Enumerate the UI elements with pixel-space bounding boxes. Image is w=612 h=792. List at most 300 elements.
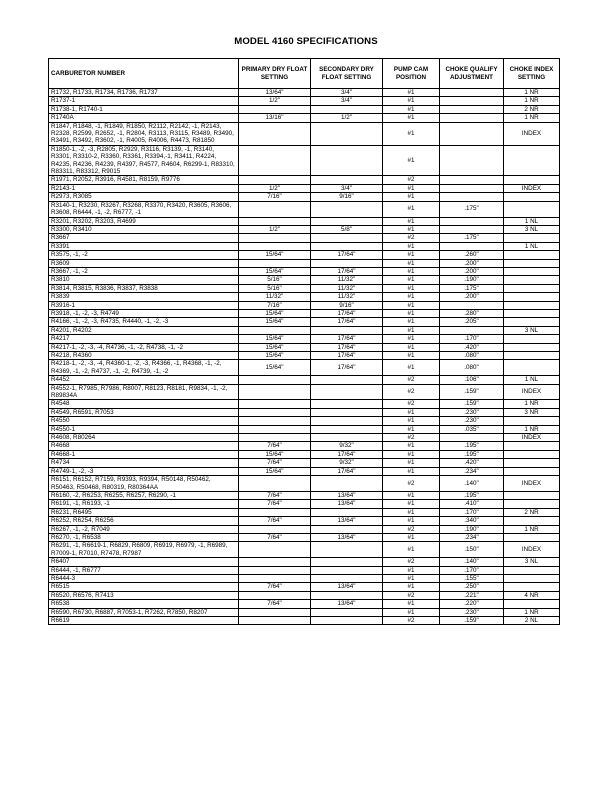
cell-pump-cam: #1	[383, 352, 440, 360]
header-primary-dry-float: PRIMARY DRY FLOAT SETTING	[239, 59, 311, 89]
table-row	[49, 376, 560, 384]
cell-choke-qualify	[440, 114, 504, 122]
cell-secondary-float: 9/16"	[311, 193, 383, 201]
cell-carburetor-number: R3667	[49, 234, 239, 242]
cell-secondary-float: 11/32"	[311, 276, 383, 284]
table-row	[49, 114, 560, 122]
header-carburetor-number: CARBURETOR NUMBER	[49, 59, 239, 89]
cell-pump-cam: #1	[383, 201, 440, 217]
table-row	[49, 476, 560, 492]
table-row	[49, 267, 560, 275]
cell-pump-cam: #1	[383, 267, 440, 275]
cell-choke-qualify: .155"	[440, 574, 504, 582]
cell-pump-cam: #1	[383, 284, 440, 292]
cell-secondary-float: 5/8"	[311, 225, 383, 233]
cell-pump-cam: #2	[383, 400, 440, 408]
cell-choke-qualify: .200"	[440, 259, 504, 267]
cell-choke-index: 2 NR	[504, 508, 560, 516]
cell-primary-float	[239, 566, 311, 574]
cell-pump-cam: #1	[383, 89, 440, 97]
cell-secondary-float: 17/64"	[311, 335, 383, 343]
cell-choke-index	[504, 574, 560, 582]
cell-choke-index: 1 NR	[504, 425, 560, 433]
cell-choke-index: 1 NR	[504, 608, 560, 616]
table-row	[49, 574, 560, 582]
cell-choke-qualify: .230"	[440, 408, 504, 416]
cell-choke-qualify: .205"	[440, 318, 504, 326]
cell-pump-cam: #2	[383, 525, 440, 533]
cell-primary-float: 7/64"	[239, 459, 311, 467]
cell-choke-index	[504, 417, 560, 425]
cell-choke-index: INDEX	[504, 434, 560, 442]
cell-choke-index	[504, 491, 560, 499]
cell-choke-index	[504, 276, 560, 284]
cell-pump-cam: #1	[383, 184, 440, 192]
header-choke-qualify: CHOKE QUALIFY ADJUSTMENT	[440, 59, 504, 89]
cell-choke-qualify	[440, 217, 504, 225]
cell-choke-index: INDEX	[504, 476, 560, 492]
cell-choke-index	[504, 352, 560, 360]
cell-carburetor-number: R6444, -1, R6777	[49, 566, 239, 574]
cell-choke-index: 2 NR	[504, 105, 560, 113]
cell-choke-qualify: .234"	[440, 533, 504, 541]
cell-secondary-float: 13/64"	[311, 500, 383, 508]
cell-primary-float: 5/16"	[239, 276, 311, 284]
cell-pump-cam: #1	[383, 417, 440, 425]
cell-choke-index: INDEX	[504, 384, 560, 400]
cell-choke-qualify	[440, 105, 504, 113]
cell-choke-index	[504, 459, 560, 467]
cell-secondary-float	[311, 608, 383, 616]
cell-secondary-float: 17/64"	[311, 267, 383, 275]
cell-primary-float	[239, 376, 311, 384]
cell-pump-cam: #2	[383, 558, 440, 566]
table-row	[49, 467, 560, 475]
cell-carburetor-number: R4552-1, R7985, R7986, R8007, R8123, R8181, R9834, -1, -2, R89834A	[49, 384, 239, 400]
cell-pump-cam: #1	[383, 566, 440, 574]
cell-choke-qualify: .200"	[440, 293, 504, 301]
cell-primary-float	[239, 242, 311, 250]
cell-primary-float	[239, 384, 311, 400]
cell-primary-float	[239, 591, 311, 599]
cell-carburetor-number: R6444-3	[49, 574, 239, 582]
cell-pump-cam: #1	[383, 360, 440, 376]
cell-choke-index	[504, 442, 560, 450]
cell-choke-index: 1 NL	[504, 242, 560, 250]
cell-choke-qualify	[440, 184, 504, 192]
table-row	[49, 525, 560, 533]
cell-choke-qualify: .230"	[440, 417, 504, 425]
table-row	[49, 500, 560, 508]
cell-pump-cam: #1	[383, 450, 440, 458]
cell-carburetor-number: R1850-1, -2, -3, R2805, R2929, R3116, R3139, -1, R3140, R3301, R3310-2, R3360, R3361, R3394,-1, R3411, R4224, R4235, R4236, R4239, R4397, R4577, R4604, R6299-1, R83310, R83311, R83312, R9015	[49, 145, 239, 176]
cell-carburetor-number: R6291, -1, R6619-1, R6829, R6809, R6919, R6979, -1, R6989, R7009-1, R7010, R7478, R7987	[49, 542, 239, 558]
cell-secondary-float: 17/64"	[311, 343, 383, 351]
cell-secondary-float	[311, 476, 383, 492]
cell-pump-cam: #1	[383, 301, 440, 309]
cell-secondary-float	[311, 617, 383, 625]
cell-carburetor-number: R3918, -1, -2, -3, R4749	[49, 309, 239, 317]
cell-choke-qualify: .170"	[440, 508, 504, 516]
cell-pump-cam: #1	[383, 491, 440, 499]
cell-carburetor-number: R4217	[49, 335, 239, 343]
cell-carburetor-number: R4218-1, -2, -3, -4, R4360-1, -2, -3, R4366, -1, R4368, -1, -2, R4369, -1, -2, R4737, -1, -2, R4739, -1, -2	[49, 360, 239, 376]
cell-secondary-float: 1/2"	[311, 114, 383, 122]
cell-carburetor-number: R6590, R6730, R6887, R7053-1, R7262, R7850, R8207	[49, 608, 239, 616]
table-row	[49, 617, 560, 625]
specifications-table	[48, 58, 560, 625]
cell-secondary-float: 9/32"	[311, 442, 383, 450]
table-row	[49, 301, 560, 309]
cell-carburetor-number: R6160, -2, R6253, R6255, R6257, R6290, -1	[49, 491, 239, 499]
cell-choke-qualify: .175"	[440, 284, 504, 292]
cell-secondary-float: 17/64"	[311, 318, 383, 326]
cell-primary-float: 15/64"	[239, 467, 311, 475]
cell-choke-index	[504, 201, 560, 217]
cell-secondary-float: 9/32"	[311, 459, 383, 467]
cell-primary-float	[239, 417, 311, 425]
cell-primary-float: 15/64"	[239, 267, 311, 275]
cell-pump-cam: #2	[383, 176, 440, 184]
cell-choke-qualify: .170"	[440, 566, 504, 574]
cell-choke-qualify: .420"	[440, 459, 504, 467]
cell-carburetor-number: R4549, R6591, R7053	[49, 408, 239, 416]
cell-carburetor-number: R4608, R80264	[49, 434, 239, 442]
cell-carburetor-number: R2973, R3085	[49, 193, 239, 201]
cell-pump-cam: #1	[383, 500, 440, 508]
cell-secondary-float	[311, 508, 383, 516]
cell-primary-float: 7/64"	[239, 583, 311, 591]
cell-secondary-float	[311, 566, 383, 574]
cell-primary-float: 13/64"	[239, 89, 311, 97]
cell-choke-index	[504, 335, 560, 343]
cell-choke-qualify: .420"	[440, 343, 504, 351]
cell-primary-float: 15/64"	[239, 309, 311, 317]
cell-carburetor-number: R1847, R1848, -1, R1849, R1850, R2112, R2142, -1, R2143, R2328, R2599, R2652, -1, R2804, R3113, R3115, R3489, R3490, R3491, R3492, R3602, -1, R4005, R4006, R4473, R81850	[49, 122, 239, 145]
cell-choke-qualify	[440, 145, 504, 176]
cell-secondary-float: 11/32"	[311, 293, 383, 301]
cell-choke-qualify: .195"	[440, 450, 504, 458]
table-row	[49, 434, 560, 442]
table-row	[49, 533, 560, 541]
cell-secondary-float: 17/64"	[311, 309, 383, 317]
cell-pump-cam: #1	[383, 293, 440, 301]
cell-choke-qualify: .195"	[440, 442, 504, 450]
table-row	[49, 600, 560, 608]
cell-choke-index	[504, 309, 560, 317]
cell-primary-float	[239, 434, 311, 442]
cell-choke-qualify: .140"	[440, 476, 504, 492]
cell-choke-index	[504, 533, 560, 541]
cell-choke-qualify	[440, 242, 504, 250]
cell-choke-qualify: .106"	[440, 376, 504, 384]
cell-choke-qualify: .159"	[440, 617, 504, 625]
table-row	[49, 384, 560, 400]
cell-carburetor-number: R6191, -1, R6193, -1	[49, 500, 239, 508]
cell-choke-qualify	[440, 193, 504, 201]
cell-secondary-float	[311, 574, 383, 582]
cell-carburetor-number: R3916-1	[49, 301, 239, 309]
cell-secondary-float: 17/64"	[311, 450, 383, 458]
cell-choke-index	[504, 517, 560, 525]
cell-carburetor-number: R4550-1	[49, 425, 239, 433]
cell-secondary-float	[311, 434, 383, 442]
cell-primary-float: 7/64"	[239, 533, 311, 541]
cell-primary-float	[239, 508, 311, 516]
cell-pump-cam: #1	[383, 608, 440, 616]
cell-choke-index	[504, 193, 560, 201]
cell-pump-cam: #1	[383, 335, 440, 343]
cell-pump-cam: #1	[383, 122, 440, 145]
table-row	[49, 193, 560, 201]
cell-choke-index	[504, 176, 560, 184]
cell-choke-qualify	[440, 434, 504, 442]
cell-carburetor-number: R3300, R3410	[49, 225, 239, 233]
cell-carburetor-number: R4452	[49, 376, 239, 384]
header-pump-cam-position: PUMP CAM POSITION	[383, 59, 440, 89]
cell-primary-float	[239, 326, 311, 334]
table-row	[49, 608, 560, 616]
cell-pump-cam: #1	[383, 259, 440, 267]
cell-choke-qualify: .221"	[440, 591, 504, 599]
cell-carburetor-number: R3814, R3815, R3836, R3837, R3838	[49, 284, 239, 292]
table-row	[49, 225, 560, 233]
cell-choke-qualify: .170"	[440, 335, 504, 343]
cell-secondary-float	[311, 525, 383, 533]
table-row	[49, 508, 560, 516]
cell-secondary-float: 13/64"	[311, 491, 383, 499]
cell-choke-qualify	[440, 97, 504, 105]
cell-primary-float	[239, 525, 311, 533]
cell-primary-float: 15/64"	[239, 360, 311, 376]
cell-choke-qualify: .035"	[440, 425, 504, 433]
cell-pump-cam: #1	[383, 574, 440, 582]
cell-primary-float	[239, 145, 311, 176]
cell-pump-cam: #1	[383, 145, 440, 176]
cell-choke-index: 4 NR	[504, 591, 560, 599]
cell-pump-cam: #1	[383, 533, 440, 541]
cell-secondary-float	[311, 542, 383, 558]
cell-carburetor-number: R6151, R6152, R7159, R9393, R9394, R50148, R50462, R50463, R50468, R80319, R80364AA	[49, 476, 239, 492]
cell-secondary-float	[311, 558, 383, 566]
cell-primary-float	[239, 558, 311, 566]
table-row	[49, 318, 560, 326]
cell-carburetor-number: R1737-1	[49, 97, 239, 105]
table-row	[49, 335, 560, 343]
cell-secondary-float: 9/16"	[311, 301, 383, 309]
cell-carburetor-number: R1732, R1733, R1734, R1736, R1737	[49, 89, 239, 97]
cell-primary-float: 15/64"	[239, 335, 311, 343]
cell-primary-float	[239, 425, 311, 433]
cell-primary-float: 13/16"	[239, 114, 311, 122]
cell-secondary-float	[311, 591, 383, 599]
cell-choke-qualify: .260"	[440, 251, 504, 259]
cell-choke-qualify: .159"	[440, 384, 504, 400]
cell-primary-float: 11/32"	[239, 293, 311, 301]
table-row	[49, 145, 560, 176]
cell-pump-cam: #1	[383, 251, 440, 259]
cell-pump-cam: #2	[383, 434, 440, 442]
cell-carburetor-number: R4201, R4202	[49, 326, 239, 334]
table-row	[49, 176, 560, 184]
table-row	[49, 251, 560, 259]
cell-carburetor-number: R1738-1, R1740-1	[49, 105, 239, 113]
table-row	[49, 417, 560, 425]
cell-choke-index: 1 NR	[504, 400, 560, 408]
cell-primary-float: 1/2"	[239, 225, 311, 233]
cell-secondary-float	[311, 234, 383, 242]
cell-choke-qualify: .200"	[440, 267, 504, 275]
table-row	[49, 360, 560, 376]
cell-choke-qualify: .080"	[440, 360, 504, 376]
cell-choke-index	[504, 234, 560, 242]
cell-primary-float: 15/64"	[239, 352, 311, 360]
cell-choke-qualify: .190"	[440, 276, 504, 284]
cell-pump-cam: #2	[383, 617, 440, 625]
cell-primary-float: 7/64"	[239, 442, 311, 450]
table-row	[49, 459, 560, 467]
cell-carburetor-number: R6407	[49, 558, 239, 566]
cell-carburetor-number: R2143-1	[49, 184, 239, 192]
cell-choke-index: 2 NL	[504, 617, 560, 625]
cell-carburetor-number: R3201, R3202, R3203, R4699	[49, 217, 239, 225]
cell-choke-index	[504, 301, 560, 309]
cell-carburetor-number: R6267, -1, -2, R7049	[49, 525, 239, 533]
cell-primary-float	[239, 400, 311, 408]
table-row	[49, 583, 560, 591]
cell-carburetor-number: R3575, -1, -2	[49, 251, 239, 259]
cell-secondary-float: 3/4"	[311, 97, 383, 105]
cell-carburetor-number: R3667, -1, -2	[49, 267, 239, 275]
table-row	[49, 566, 560, 574]
table-row	[49, 284, 560, 292]
cell-secondary-float	[311, 417, 383, 425]
cell-choke-qualify: .190"	[440, 525, 504, 533]
table-row	[49, 276, 560, 284]
cell-choke-index	[504, 566, 560, 574]
table-row	[49, 352, 560, 360]
cell-primary-float	[239, 105, 311, 113]
cell-choke-qualify	[440, 122, 504, 145]
cell-pump-cam: #1	[383, 326, 440, 334]
cell-primary-float	[239, 574, 311, 582]
cell-carburetor-number: R3140-1, R3230, R3267, R3268, R3370, R3420, R3605, R3606, R3608, R6444, -1, -2, R6777, -1	[49, 201, 239, 217]
cell-secondary-float	[311, 242, 383, 250]
cell-primary-float	[239, 542, 311, 558]
header-secondary-dry-float: SECONDARY DRY FLOAT SETTING	[311, 59, 383, 89]
table-row	[49, 343, 560, 351]
cell-carburetor-number: R4668-1	[49, 450, 239, 458]
cell-choke-qualify: .175"	[440, 234, 504, 242]
cell-pump-cam: #1	[383, 114, 440, 122]
table-row	[49, 326, 560, 334]
cell-pump-cam: #1	[383, 583, 440, 591]
table-row	[49, 105, 560, 113]
cell-primary-float: 15/64"	[239, 318, 311, 326]
cell-primary-float	[239, 217, 311, 225]
cell-carburetor-number: R6538	[49, 600, 239, 608]
cell-choke-qualify: .175"	[440, 201, 504, 217]
cell-choke-index	[504, 318, 560, 326]
table-row	[49, 591, 560, 599]
cell-choke-qualify	[440, 301, 504, 309]
cell-choke-index	[504, 251, 560, 259]
cell-secondary-float	[311, 259, 383, 267]
cell-secondary-float	[311, 376, 383, 384]
cell-choke-qualify	[440, 326, 504, 334]
cell-pump-cam: #2	[383, 234, 440, 242]
cell-choke-index	[504, 267, 560, 275]
cell-primary-float	[239, 201, 311, 217]
cell-carburetor-number: R1740A	[49, 114, 239, 122]
cell-pump-cam: #1	[383, 242, 440, 250]
cell-primary-float	[239, 259, 311, 267]
table-row	[49, 217, 560, 225]
cell-choke-qualify: .340"	[440, 517, 504, 525]
cell-pump-cam: #2	[383, 376, 440, 384]
cell-choke-index: 1 NR	[504, 97, 560, 105]
cell-pump-cam: #1	[383, 517, 440, 525]
cell-choke-index	[504, 293, 560, 301]
table-row	[49, 259, 560, 267]
cell-primary-float: 1/2"	[239, 184, 311, 192]
cell-choke-index: 1 NR	[504, 114, 560, 122]
table-row	[49, 425, 560, 433]
cell-carburetor-number: R6231, R6495	[49, 508, 239, 516]
cell-pump-cam: #1	[383, 193, 440, 201]
cell-choke-index: INDEX	[504, 542, 560, 558]
cell-primary-float: 7/16"	[239, 301, 311, 309]
cell-choke-qualify: .159"	[440, 400, 504, 408]
cell-pump-cam: #1	[383, 105, 440, 113]
cell-secondary-float: 17/64"	[311, 360, 383, 376]
cell-choke-qualify: .140"	[440, 558, 504, 566]
cell-choke-qualify: .234"	[440, 467, 504, 475]
cell-carburetor-number: R6515	[49, 583, 239, 591]
cell-choke-index: 3 NL	[504, 326, 560, 334]
cell-primary-float: 15/64"	[239, 450, 311, 458]
cell-primary-float: 7/64"	[239, 500, 311, 508]
cell-choke-index	[504, 259, 560, 267]
cell-choke-qualify: .410"	[440, 500, 504, 508]
table-row	[49, 122, 560, 145]
cell-pump-cam: #1	[383, 467, 440, 475]
cell-secondary-float	[311, 408, 383, 416]
cell-secondary-float: 13/64"	[311, 600, 383, 608]
table-row	[49, 558, 560, 566]
cell-pump-cam: #1	[383, 217, 440, 225]
cell-choke-qualify: .195"	[440, 491, 504, 499]
cell-pump-cam: #2	[383, 476, 440, 492]
cell-choke-index	[504, 343, 560, 351]
cell-primary-float	[239, 476, 311, 492]
cell-primary-float	[239, 408, 311, 416]
table-row	[49, 491, 560, 499]
cell-carburetor-number: R4548	[49, 400, 239, 408]
cell-secondary-float: 13/64"	[311, 583, 383, 591]
cell-primary-float: 5/16"	[239, 284, 311, 292]
cell-primary-float: 15/64"	[239, 251, 311, 259]
cell-secondary-float	[311, 122, 383, 145]
table-row	[49, 293, 560, 301]
cell-carburetor-number: R4550	[49, 417, 239, 425]
cell-choke-qualify	[440, 89, 504, 97]
cell-primary-float	[239, 617, 311, 625]
cell-choke-index: 1 NR	[504, 89, 560, 97]
cell-secondary-float: 17/64"	[311, 251, 383, 259]
cell-pump-cam: #1	[383, 276, 440, 284]
cell-carburetor-number: R6270, -1, R6538	[49, 533, 239, 541]
